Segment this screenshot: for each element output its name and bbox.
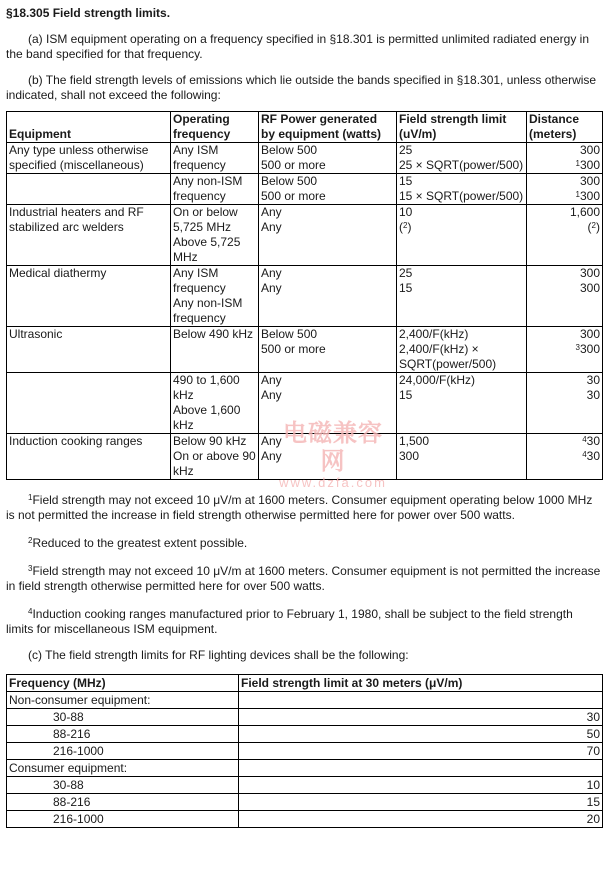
cell-rf-power [259,205,397,266]
cell-operating-frequency-line: Any non-ISM frequency [173,296,243,325]
cell-rf-power-line: 500 or more [261,189,326,203]
header-field-strength-30m: Field strength limit at 30 meters (μV/m) [239,675,603,692]
group-row [7,760,603,777]
group-label-empty [239,692,603,709]
cell-frequency: 88-216 [7,726,239,743]
value-text: 30 [586,373,600,387]
header-rf-power: RF Power generated by equipment (watts) [259,112,397,143]
cell-operating-frequency [171,327,259,373]
cell-rf-power-line: Below 500 [261,143,318,157]
header-distance: Distance (meters) [527,112,603,143]
cell-equipment [7,373,171,434]
paragraph-a: (a) ISM equipment operating on a frequency specified in §18.301 is permitted unlimited radiated energy in the band specified for that frequency. [6,32,589,61]
cell-distance-line [529,342,600,357]
value-text: 1,600 [569,205,600,219]
group-label: Non-consumer equipment: [7,692,239,709]
footnote-ref: 1 [575,190,580,199]
section-heading: §18.305 Field strength limits. [6,6,171,20]
cell-field-strength-limit [397,205,527,266]
cell-rf-power-line: Below 500 [261,327,318,341]
cell-limit: 10 [239,777,603,794]
footnote-text: Reduced to the greatest extent possible. [32,536,248,550]
table-row [7,174,603,205]
cell-operating-frequency [171,266,259,327]
cell-operating-frequency-line: Any ISM frequency [173,143,226,172]
cell-frequency: 216-1000 [7,811,239,828]
cell-frequency: 30-88 [7,709,239,726]
table-row [7,726,603,743]
cell-operating-frequency-line: 490 to 1,600 kHz [173,373,240,402]
table-row [7,327,603,373]
cell-distance-line [529,281,600,296]
cell-equipment: Any type unless otherwise specified (miscellaneous) [7,143,171,174]
header-equipment: Equipment [7,112,171,143]
value-text: 300 [579,189,600,203]
cell-rf-power [259,143,397,174]
cell-distance-line [529,327,600,342]
cell-distance-line [529,388,600,403]
cell-operating-frequency-line: On or below 5,725 MHz [173,205,238,234]
cell-limit: 50 [239,726,603,743]
value-text: 300 [579,281,600,295]
value-text: 30 [586,434,600,448]
table-row [7,709,603,726]
cell-distance [527,143,603,174]
cell-rf-power-line: Below 500 [261,174,318,188]
cell-operating-frequency [171,174,259,205]
footnote-text: Field strength may not exceed 10 μV/m at 1600 meters. Consumer equipment operating below 1000 MHz is not permitted the increase in field strength otherwise permitted here for power over 500 watts. [6,493,593,522]
cell-operating-frequency-line: On or above 90 kHz [173,449,256,478]
table-row [7,205,603,266]
cell-field-strength-limit-line: 2,400/F(kHz) × SQRT(power/500) [399,342,497,371]
document-page [6,0,602,828]
watermark-text: 电磁兼容网 [283,420,383,475]
value-text: 30 [586,388,600,402]
cell-rf-power-line: Any [261,449,282,463]
cell-frequency: 216-1000 [7,743,239,760]
footnote-text: Induction cooking ranges manufactured prior to February 1, 1980, shall be subject to the field strength limits for miscellaneous ISM equipment. [6,607,573,636]
table-row [7,811,603,828]
value-text: 300 [579,158,600,172]
cell-distance [527,327,603,373]
cell-distance-line [529,174,600,189]
watermark-url: www.dzfa.com [279,475,387,490]
cell-operating-frequency [171,143,259,174]
footnote-ref: 2 [403,221,408,230]
cell-distance [527,266,603,327]
cell-field-strength-limit-line: 25 × SQRT(power/500) [399,158,524,172]
cell-rf-power [259,266,397,327]
footnote-ref: 1 [575,159,580,168]
value-text: 300 [579,174,600,188]
footnote-number: 3 [28,564,33,573]
group-row [7,692,603,709]
table-row [7,373,603,434]
cell-distance-line: ($^2$) [587,220,600,234]
cell-operating-frequency-line: Above 1,600 kHz [173,403,241,432]
cell-field-strength-limit [397,266,527,327]
value-text: 300 [579,342,600,356]
field-strength-table [6,111,603,480]
cell-field-strength-limit [397,174,527,205]
cell-frequency: 88-216 [7,794,239,811]
footnote [6,564,602,594]
cell-limit: 15 [239,794,603,811]
cell-field-strength-limit [397,327,527,373]
cell-field-strength-limit-line: 1,500 [399,434,430,448]
header-frequency-mhz: Frequency (MHz) [7,675,239,692]
paragraph-c: (c) The field strength limits for RF lighting devices shall be the following: [28,648,409,662]
footnote-number: 1 [28,493,33,502]
footnote-ref: 4 [582,450,587,459]
cell-operating-frequency-line: Any non-ISM frequency [173,174,243,203]
cell-field-strength-limit-line: 15 [399,281,413,295]
cell-rf-power-line: Any [261,266,282,280]
value-text: 300 [579,327,600,341]
cell-limit: 30 [239,709,603,726]
header-operating-frequency: Operating frequency [171,112,259,143]
cell-limit: 20 [239,811,603,828]
cell-limit: 70 [239,743,603,760]
cell-operating-frequency [171,205,259,266]
cell-rf-power [259,174,397,205]
cell-rf-power [259,373,397,434]
cell-operating-frequency-line: Below 90 kHz [173,434,247,448]
cell-rf-power-line: Any [261,220,282,234]
cell-field-strength-limit-line: 2,400/F(kHz) [399,327,469,341]
cell-field-strength-limit-line: ($^2$) [399,220,412,234]
cell-distance-line [529,189,600,204]
cell-equipment [7,174,171,205]
cell-distance [527,205,603,266]
paragraph-b: (b) The field strength levels of emissions which lie outside the bands specified in §18.301, unless otherwise indicated, shall not exceed the following: [6,73,597,102]
footnote-number: 4 [28,607,33,616]
cell-distance-line [529,143,600,158]
cell-field-strength-limit-line: 15 [399,388,413,402]
cell-operating-frequency-line: Below 490 kHz [173,327,254,341]
group-label-empty [239,760,603,777]
cell-distance-line [529,205,600,220]
cell-field-strength-limit-line: 24,000/F(kHz) [399,373,476,387]
table-row [7,743,603,760]
cell-rf-power-line: Any [261,388,282,402]
footnote [6,536,602,551]
footnote-ref: 2 [591,221,596,230]
cell-rf-power-line: 500 or more [261,342,326,356]
cell-rf-power-line: Any [261,373,282,387]
table-row [7,266,603,327]
footnote [6,493,602,523]
cell-operating-frequency-line: Above 5,725 MHz [173,235,241,264]
footnote [6,607,602,637]
footnote-ref: 4 [582,435,587,444]
footnote-ref: 3 [575,343,580,352]
cell-distance-line [529,434,600,449]
cell-distance-line [529,373,600,388]
cell-distance-line [529,266,600,281]
value-text: 10 [399,205,413,219]
cell-frequency: 30-88 [7,777,239,794]
group-label: Consumer equipment: [7,760,239,777]
cell-rf-power [259,434,397,480]
cell-distance-line [529,158,600,173]
cell-equipment: Induction cooking ranges [7,434,171,480]
cell-rf-power-line: 500 or more [261,158,326,172]
cell-distance [527,174,603,205]
cell-operating-frequency [171,434,259,480]
cell-operating-frequency-line: Any ISM frequency [173,266,226,295]
table-header-row [7,112,603,143]
cell-distance-line [529,449,600,464]
header-field-strength-limit: Field strength limit (uV/m) [397,112,527,143]
value-text: 30 [586,449,600,463]
cell-rf-power-line: Any [261,205,282,219]
table-row [7,777,603,794]
cell-equipment: Medical diathermy [7,266,171,327]
cell-distance [527,434,603,480]
cell-field-strength-limit-line: 15 [399,174,413,188]
cell-field-strength-limit [397,143,527,174]
footnote-text: Field strength may not exceed 10 μV/m at 1600 meters. Consumer equipment is not permitted the increase in field strength otherwise permitted here for over 500 watts. [6,564,601,593]
table-row [7,434,603,480]
cell-field-strength-limit-line: 15 × SQRT(power/500) [399,189,524,203]
table-row [7,794,603,811]
value-text: 300 [579,143,600,157]
table-row [7,143,603,174]
rf-lighting-table [6,674,603,828]
cell-rf-power-line: Any [261,434,282,448]
cell-rf-power [259,327,397,373]
cell-equipment: Industrial heaters and RF stabilized arc welders [7,205,171,266]
cell-field-strength-limit-line: 25 [399,143,413,157]
cell-distance [527,373,603,434]
cell-operating-frequency [171,373,259,434]
cell-field-strength-limit-line: 25 [399,266,413,280]
cell-field-strength-limit-line [399,205,524,220]
cell-field-strength-limit [397,373,527,434]
cell-field-strength-limit-line: 300 [399,449,420,463]
footnote-number: 2 [28,536,33,545]
table-header-row [7,675,603,692]
cell-field-strength-limit [397,434,527,480]
cell-rf-power-line: Any [261,281,282,295]
value-text: 300 [579,266,600,280]
cell-equipment: Ultrasonic [7,327,171,373]
